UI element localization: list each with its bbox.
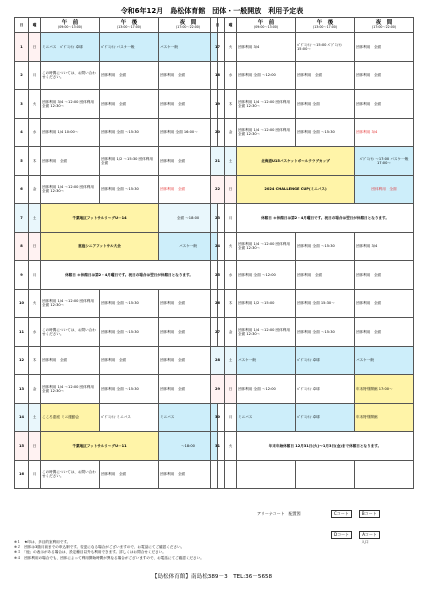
schedule-row <box>211 403 414 432</box>
afternoon-slot <box>296 460 355 489</box>
day-cell: 31 <box>211 432 225 461</box>
day-cell <box>211 460 225 489</box>
schedule-row <box>15 375 218 404</box>
weekday-cell: 木 <box>29 147 41 176</box>
day-cell: 23 <box>211 204 225 233</box>
weekday-cell: 木 <box>29 346 41 375</box>
night-slot: バスケ一般 <box>355 346 414 375</box>
day-cell: 14 <box>15 403 29 432</box>
night-slot: 団体利用 全面 <box>355 33 414 62</box>
schedule-left <box>14 17 218 489</box>
d-court: Dコート <box>331 531 352 539</box>
afternoon-slot: 団体利用 全面 ～15:30 <box>296 318 355 347</box>
closed-notice: 休館日 ＊休館日は第2・4月曜日です。祝日の場合は翌日が休館日となります。 <box>41 261 218 290</box>
night-slot: 団体利用 全面 <box>355 318 414 347</box>
night-slot: バスケ一般 <box>159 232 218 261</box>
day-cell: 8 <box>15 232 29 261</box>
morning-slot <box>237 460 296 489</box>
night-slot: 団体利用 全面 <box>355 90 414 119</box>
afternoon-slot: 団体利用 全面 ～15:30 <box>100 375 159 404</box>
afternoon-slot: ﾊﾞﾄﾞﾐﾝﾄﾝ 卓球 <box>296 403 355 432</box>
afternoon-slot: 団体利用 全面 <box>296 61 355 90</box>
night-slot: 団体利用 全面 <box>159 175 218 204</box>
schedule-row <box>211 432 414 461</box>
weekday-cell: 日 <box>29 33 41 62</box>
day-cell: 20 <box>211 118 225 147</box>
morning-slot: 団体利用 1/4 ～12:00 団体利用 全面 12:30～ <box>237 118 296 147</box>
morning-slot: 団体利用 1/4 ～12:00 団体利用 全面 12:30～ <box>237 232 296 261</box>
morning-slot: 団体利用 1/4 ～12:00 団体利用 全面 12:30～ <box>237 90 296 119</box>
morning-slot: 団体利用 全面 ～12:00 <box>237 61 296 90</box>
day-cell: 9 <box>15 261 29 290</box>
morning-slot: 団体利用 1/2 ～15:00 <box>237 289 296 318</box>
schedule-row <box>15 61 218 90</box>
header-dow: 曜 <box>225 18 237 33</box>
day-cell: 1 <box>15 33 29 62</box>
morning-slot: 団体利用 1/4 ～12:00 団体利用 全面 12:30～ <box>41 175 100 204</box>
afternoon-slot: ﾊﾞﾄﾞﾐﾝﾄﾝ 卓球 <box>296 346 355 375</box>
day-cell: 4 <box>15 118 29 147</box>
schedule-row <box>15 147 218 176</box>
morning-slot: 団体利用 3/4 <box>237 33 296 62</box>
weekday-cell: 金 <box>29 375 41 404</box>
schedule-row <box>15 460 218 489</box>
day-cell: 21 <box>211 147 225 176</box>
event-banner: 北海道U15バスケットボールクラブカップ <box>237 147 355 176</box>
night-slot: 団体利用 3/4 <box>355 118 414 147</box>
night-slot: 団体利用 全面 <box>355 175 414 204</box>
afternoon-slot: 団体利用 全面 ～15:30 <box>296 232 355 261</box>
night-slot: 団体利用 全面 <box>355 261 414 290</box>
b-court: Bコート <box>359 510 380 518</box>
afternoon-slot: 団体利用 全面 <box>296 90 355 119</box>
schedule-row <box>15 175 218 204</box>
closed-notice: 休館日 ＊休館日は第2・4月曜日です。祝日の場合は翌日が休館日となります。 <box>237 204 414 233</box>
morning-slot: ミニバス <box>237 403 296 432</box>
weekday-cell: 火 <box>29 289 41 318</box>
weekday-cell: 水 <box>29 318 41 347</box>
entrance-label: 入口 <box>361 540 369 544</box>
afternoon-slot: 団体利用 全面 <box>100 346 159 375</box>
night-slot: 団体利用 3/4 <box>355 232 414 261</box>
day-cell: 6 <box>15 175 29 204</box>
weekday-cell: 金 <box>225 118 237 147</box>
weekday-cell: 月 <box>29 460 41 489</box>
schedule-row <box>211 175 414 204</box>
weekday-cell: 月 <box>225 204 237 233</box>
afternoon-slot: ﾊﾞﾄﾞﾐﾝﾄﾝ バスケ一般 <box>100 33 159 62</box>
weekday-cell: 火 <box>29 90 41 119</box>
note-3: ※３ 「他」の表示がある場合は、設定種目以外も利用できます。詳しくはお問合せください。 <box>14 550 166 555</box>
weekday-cell: 水 <box>225 61 237 90</box>
afternoon-slot: 団体利用 全面 ～15:30 <box>100 318 159 347</box>
schedule-table-left <box>14 17 218 489</box>
day-cell: 29 <box>211 375 225 404</box>
footer-address: 【島松体育館】南島松389－3 TEL:36－5658 <box>151 574 273 580</box>
day-cell: 7 <box>15 204 29 233</box>
night-slot <box>355 460 414 489</box>
day-cell: 30 <box>211 403 225 432</box>
weekday-cell: 木 <box>225 289 237 318</box>
event-banner: 千葉地区フットサルリーグU－14 <box>41 204 159 233</box>
day-cell: 25 <box>211 261 225 290</box>
header-night: 夜 間 (17:00～22:00) <box>159 18 218 33</box>
c-court: Cコート <box>331 510 352 518</box>
schedule-row <box>15 318 218 347</box>
day-cell: 24 <box>211 232 225 261</box>
afternoon-slot: 団体利用 全面 ～15:30 <box>100 175 159 204</box>
afternoon-slot: 団体利用 全面 ～15:30 <box>100 289 159 318</box>
afternoon-slot: ﾊﾞﾄﾞﾐﾝﾄﾝ ～15:00 ﾊﾞﾄﾞﾐﾝﾄﾝ 15:00～ <box>296 33 355 62</box>
schedule-row <box>211 318 414 347</box>
schedule-row <box>15 90 218 119</box>
morning-slot: バスケ一般 <box>237 346 296 375</box>
schedule-row <box>15 261 218 290</box>
schedule-row <box>15 204 218 233</box>
morning-slot: 団体利用 3/4 ～12:00 団体利用 全面 12:30～ <box>41 90 100 119</box>
night-slot: 団体利用 全面 <box>159 375 218 404</box>
weekday-cell <box>225 460 237 489</box>
night-slot: 団体利用 全面 <box>159 289 218 318</box>
morning-slot: ミニバス ﾊﾞﾄﾞﾐﾝﾄﾝ 卓球 <box>41 33 100 62</box>
header-night: 夜 間 (17:00～22:00) <box>355 18 414 33</box>
afternoon-slot: 団体利用 全面 <box>100 61 159 90</box>
closed-notice: 年末年始休館日 12月31日(火)～1月3日(金)まで休館日となります。 <box>237 432 414 461</box>
weekday-cell: 土 <box>29 403 41 432</box>
afternoon-slot: 団体利用 全面 ～15:30 <box>100 118 159 147</box>
morning-slot: 団体利用 全面 <box>41 346 100 375</box>
night-slot: 団体利用 全面 <box>159 346 218 375</box>
schedule-row <box>15 403 218 432</box>
weekday-cell: 月 <box>225 403 237 432</box>
schedule-row <box>211 375 414 404</box>
weekday-cell: 金 <box>29 175 41 204</box>
night-slot: 団体利用 全面 <box>159 61 218 90</box>
arena-layout <box>330 500 400 545</box>
morning-slot: 団体利用 1/4 10:00～ <box>41 118 100 147</box>
afternoon-slot: 団体利用 全面 <box>100 460 159 489</box>
schedule-row <box>211 33 414 62</box>
night-slot: 団体利用 全面 <box>355 289 414 318</box>
night-slot: 団体利用 全面 16:00～ <box>159 118 218 147</box>
weekday-cell: 月 <box>29 61 41 90</box>
weekday-cell: 土 <box>225 346 237 375</box>
day-cell: 22 <box>211 175 225 204</box>
schedule-row <box>15 346 218 375</box>
schedule-row <box>211 118 414 147</box>
header-morning: 午 前 (09:00～13:00) <box>237 18 296 33</box>
day-cell: 17 <box>211 33 225 62</box>
night-slot: ～18:00 <box>159 432 218 461</box>
schedule-row <box>15 289 218 318</box>
event-banner: 2024 CHALLENGE CUP(ミニバス) <box>237 175 355 204</box>
day-cell: 5 <box>15 147 29 176</box>
schedule-row <box>211 261 414 290</box>
afternoon-slot: 団体利用 1/2 ～15:30 団体利用 全面 <box>100 147 159 176</box>
schedule-row <box>211 61 414 90</box>
schedule-row <box>15 118 218 147</box>
morning-slot: この時間については、お問い合わせください。 <box>41 318 100 347</box>
a-court: Aコート <box>359 531 380 539</box>
morning-slot: こころ恵庭 ミニ運動会 <box>41 403 100 432</box>
night-slot: 全面 ～18:00 <box>159 204 218 233</box>
morning-slot: 団体利用 全面 ～12:00 <box>237 261 296 290</box>
night-slot: ミニバス <box>159 403 218 432</box>
night-slot: 団体利用 全面 <box>159 90 218 119</box>
day-cell: 19 <box>211 90 225 119</box>
weekday-cell: 土 <box>29 204 41 233</box>
header-day: 日 <box>15 18 29 33</box>
day-cell: 12 <box>15 346 29 375</box>
afternoon-slot: 団体利用 全面 <box>296 261 355 290</box>
schedule-table-right <box>210 17 414 489</box>
event-banner: 千葉地区フットサルリーグU－11 <box>41 432 159 461</box>
header-day: 日 <box>211 18 225 33</box>
schedule-row <box>211 204 414 233</box>
header-dow: 曜 <box>29 18 41 33</box>
night-slot: 団体利用 全面 <box>159 147 218 176</box>
morning-slot: 団体利用 1/4 ～12:00 団体利用 全面 12:30～ <box>41 289 100 318</box>
schedule-row <box>211 460 414 489</box>
day-cell: 26 <box>211 289 225 318</box>
night-slot: バスケ一般 <box>159 33 218 62</box>
night-slot: 年末特別開館 17:00～ <box>355 375 414 404</box>
weekday-cell: 木 <box>225 90 237 119</box>
day-cell: 13 <box>15 375 29 404</box>
morning-slot: この時間については、お問い合わせください。 <box>41 460 100 489</box>
schedule-row <box>15 232 218 261</box>
day-cell: 11 <box>15 318 29 347</box>
afternoon-slot: 団体利用 全面 <box>100 90 159 119</box>
weekday-cell: 日 <box>29 232 41 261</box>
schedule-row <box>211 147 414 176</box>
night-slot: ﾊﾞﾄﾞﾐﾝﾄﾝ ～17:00 バスケ一般 17:00～ <box>355 147 414 176</box>
schedule-right <box>210 17 414 489</box>
event-banner: 恵庭シニアフットサル大会 <box>41 232 159 261</box>
morning-slot: 団体利用 全面 ～12:00 <box>237 375 296 404</box>
afternoon-slot: ﾊﾞﾄﾞﾐﾝﾄﾝ ミニバス <box>100 403 159 432</box>
day-cell: 2 <box>15 61 29 90</box>
weekday-cell: 日 <box>29 432 41 461</box>
day-cell: 27 <box>211 318 225 347</box>
weekday-cell: 水 <box>225 261 237 290</box>
schedule-row <box>211 232 414 261</box>
schedule-row <box>15 432 218 461</box>
weekday-cell: 火 <box>225 232 237 261</box>
morning-slot: 団体利用 1/4 ～12:00 団体利用 全面 12:30～ <box>237 318 296 347</box>
night-slot: 団体利用 全面 <box>355 61 414 90</box>
morning-slot: 団体利用 全面 <box>41 147 100 176</box>
day-cell: 3 <box>15 90 29 119</box>
schedule-row <box>211 289 414 318</box>
weekday-cell: 月 <box>29 261 41 290</box>
morning-slot: この時間については、お問い合わせください。 <box>41 61 100 90</box>
header-afternoon: 午 後 (13:00～17:00) <box>100 18 159 33</box>
afternoon-slot: 団体利用 全面 ～15:30 <box>296 118 355 147</box>
day-cell: 28 <box>211 346 225 375</box>
weekday-cell: 日 <box>225 175 237 204</box>
day-cell: 10 <box>15 289 29 318</box>
weekday-cell: 火 <box>225 432 237 461</box>
arena-layout-label: アリーナコート 配置図 <box>257 511 301 516</box>
weekday-cell: 日 <box>225 375 237 404</box>
afternoon-slot: ﾊﾞﾄﾞﾐﾝﾄﾝ 卓球 <box>296 375 355 404</box>
header-morning: 午 前 (09:00～13:00) <box>41 18 100 33</box>
weekday-cell: 金 <box>225 318 237 347</box>
night-slot: 団体利用 全面 <box>159 318 218 347</box>
page-title: 令和6年12月 島松体育館 団体・一般開放 利用予定表 <box>120 7 304 15</box>
notes <box>14 540 414 561</box>
day-cell: 18 <box>211 61 225 90</box>
weekday-cell: 土 <box>225 147 237 176</box>
note-4: ※４ 団体利用の場合でも、団体によって利用開始時間が異なる場合がございますので、お電話にてご確認ください。 <box>14 555 204 560</box>
note-1: ※１ ★印は、多目的室利用です。 <box>14 540 71 544</box>
header-afternoon: 午 後 (13:00～17:00) <box>296 18 355 33</box>
night-slot: 年末特別開館 <box>355 403 414 432</box>
day-cell: 15 <box>15 432 29 461</box>
schedule-row <box>15 33 218 62</box>
night-slot: 団体利用 全面 <box>159 460 218 489</box>
weekday-cell: 火 <box>225 33 237 62</box>
morning-slot: 団体利用 1/4 ～12:00 団体利用 全面 12:30～ <box>41 375 100 404</box>
day-cell: 16 <box>15 460 29 489</box>
schedule-row <box>211 346 414 375</box>
schedule-row <box>211 90 414 119</box>
note-2: ※２ 団体は3箇月前までの申込制です。変更になる場合がございますので、お電話にてご確認ください。 <box>14 545 185 550</box>
weekday-cell: 水 <box>29 118 41 147</box>
afternoon-slot: 団体利用 全面 15:30～ <box>296 289 355 318</box>
